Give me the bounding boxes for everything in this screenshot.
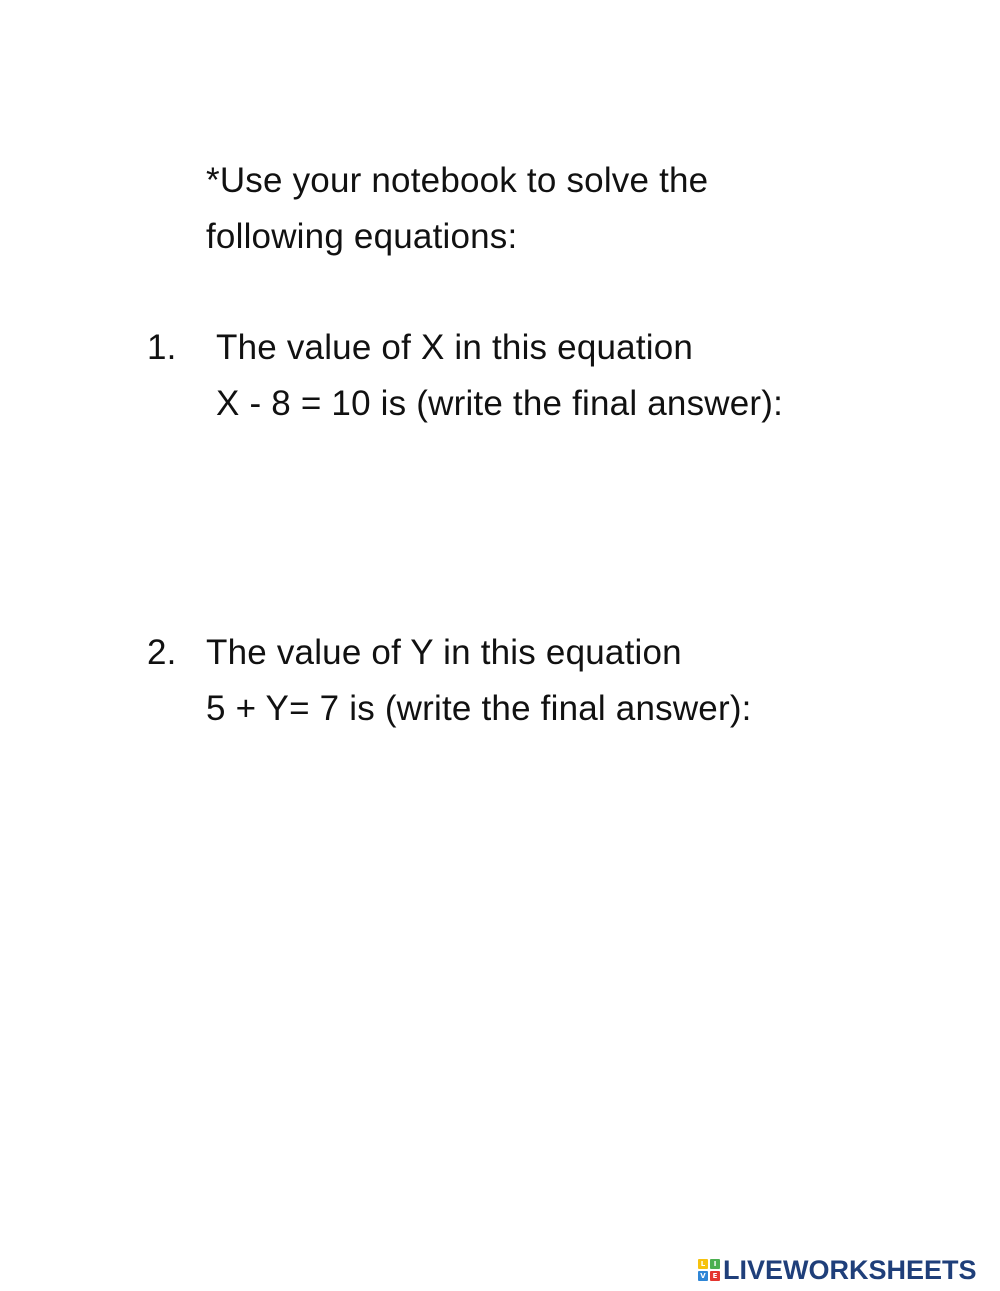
instruction-line: following equations: <box>206 217 518 256</box>
logo-block: E <box>710 1271 720 1281</box>
instructions <box>206 153 708 265</box>
question-1-text <box>216 320 783 432</box>
brand-name: LIVEWORKSHEETS <box>723 1255 977 1285</box>
logo-block: V <box>698 1271 708 1281</box>
logo-block: L <box>698 1259 708 1269</box>
liveworksheets-logo <box>698 1256 977 1284</box>
question-line: 5 + Y= 7 is (write the final answer): <box>206 689 752 728</box>
logo-block: I <box>710 1259 720 1269</box>
question-1-number: 1. <box>147 328 177 367</box>
question-2-number: 2. <box>147 633 177 672</box>
instruction-line: *Use your notebook to solve the <box>206 161 709 200</box>
question-line: The value of Y in this equation <box>206 633 682 672</box>
logo-blocks-icon <box>698 1259 720 1281</box>
question-2-text <box>206 625 752 737</box>
question-line: The value of X in this equation <box>216 328 694 367</box>
question-line: X - 8 = 10 is (write the final answer): <box>216 384 784 423</box>
